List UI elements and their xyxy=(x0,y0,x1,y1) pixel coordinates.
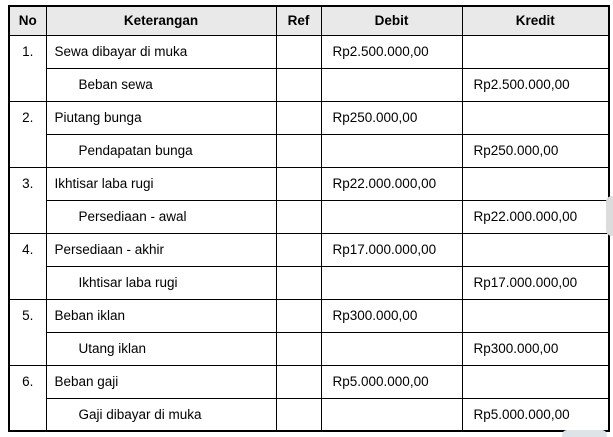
entry-number: 3. xyxy=(9,167,46,233)
entry-debit-row xyxy=(9,35,609,68)
entry-debit-row xyxy=(9,101,609,134)
debit-account-cell: Ikhtisar laba rugi xyxy=(46,167,276,200)
credit-account-cell: Beban sewa xyxy=(46,68,276,101)
kredit-amount-cell: Rp22.000.000,00 xyxy=(462,200,609,233)
credit-account-cell: Pendapatan bunga xyxy=(46,134,276,167)
entry-number: 6. xyxy=(9,365,46,431)
debit-amount-cell: Rp5.000.000,00 xyxy=(321,365,462,398)
entry-number: 1. xyxy=(9,35,46,101)
debit-empty-cell xyxy=(321,398,462,431)
debit-amount-cell: Rp250.000,00 xyxy=(321,101,462,134)
col-header-kredit: Kredit xyxy=(462,6,609,35)
ref-cell xyxy=(276,365,321,398)
ref-cell xyxy=(276,167,321,200)
debit-empty-cell xyxy=(321,332,462,365)
credit-account-cell: Ikhtisar laba rugi xyxy=(46,266,276,299)
credit-account-cell: Persediaan - awal xyxy=(46,200,276,233)
entry-credit-row xyxy=(9,68,609,101)
debit-empty-cell xyxy=(321,200,462,233)
debit-empty-cell xyxy=(321,266,462,299)
entry-number: 2. xyxy=(9,101,46,167)
kredit-amount-cell: Rp2.500.000,00 xyxy=(462,68,609,101)
entry-credit-row xyxy=(9,398,609,431)
debit-account-cell: Sewa dibayar di muka xyxy=(46,35,276,68)
ref-cell xyxy=(276,398,321,431)
ref-cell xyxy=(276,134,321,167)
header-row xyxy=(9,6,609,35)
ref-cell xyxy=(276,35,321,68)
vertical-scrollbar-thumb[interactable] xyxy=(606,196,613,236)
ref-cell xyxy=(276,101,321,134)
ref-cell xyxy=(276,68,321,101)
entry-credit-row xyxy=(9,266,609,299)
kredit-amount-cell: Rp300.000,00 xyxy=(462,332,609,365)
entry-credit-row xyxy=(9,134,609,167)
entry-credit-row xyxy=(9,200,609,233)
entry-number: 5. xyxy=(9,299,46,365)
journal-entries-table xyxy=(8,5,610,432)
ref-cell xyxy=(276,266,321,299)
entry-credit-row xyxy=(9,332,609,365)
ref-cell xyxy=(276,332,321,365)
debit-account-cell: Beban gaji xyxy=(46,365,276,398)
credit-account-cell: Utang iklan xyxy=(46,332,276,365)
ref-cell xyxy=(276,200,321,233)
debit-account-cell: Piutang bunga xyxy=(46,101,276,134)
debit-amount-cell: Rp22.000.000,00 xyxy=(321,167,462,200)
debit-amount-cell: Rp17.000.000,00 xyxy=(321,233,462,266)
col-header-keterangan: Keterangan xyxy=(46,6,276,35)
credit-account-cell: Gaji dibayar di muka xyxy=(46,398,276,431)
col-header-ref: Ref xyxy=(276,6,321,35)
entry-debit-row xyxy=(9,299,609,332)
ref-cell xyxy=(276,299,321,332)
entry-debit-row xyxy=(9,233,609,266)
entry-debit-row xyxy=(9,365,609,398)
debit-empty-cell xyxy=(321,68,462,101)
col-header-no: No xyxy=(9,6,46,35)
kredit-empty-cell xyxy=(462,365,609,398)
debit-empty-cell xyxy=(321,134,462,167)
col-header-debit: Debit xyxy=(321,6,462,35)
debit-amount-cell: Rp300.000,00 xyxy=(321,299,462,332)
debit-account-cell: Persediaan - akhir xyxy=(46,233,276,266)
kredit-amount-cell: Rp17.000.000,00 xyxy=(462,266,609,299)
kredit-empty-cell xyxy=(462,101,609,134)
kredit-empty-cell xyxy=(462,299,609,332)
kredit-amount-cell: Rp250.000,00 xyxy=(462,134,609,167)
entry-number: 4. xyxy=(9,233,46,299)
ref-cell xyxy=(276,233,321,266)
debit-amount-cell: Rp2.500.000,00 xyxy=(321,35,462,68)
entry-debit-row xyxy=(9,167,609,200)
kredit-empty-cell xyxy=(462,167,609,200)
debit-account-cell: Beban iklan xyxy=(46,299,276,332)
kredit-empty-cell xyxy=(462,35,609,68)
kredit-amount-cell: Rp5.000.000,00 xyxy=(462,398,609,431)
horizontal-scrollbar-thumb[interactable] xyxy=(562,430,607,437)
kredit-empty-cell xyxy=(462,233,609,266)
